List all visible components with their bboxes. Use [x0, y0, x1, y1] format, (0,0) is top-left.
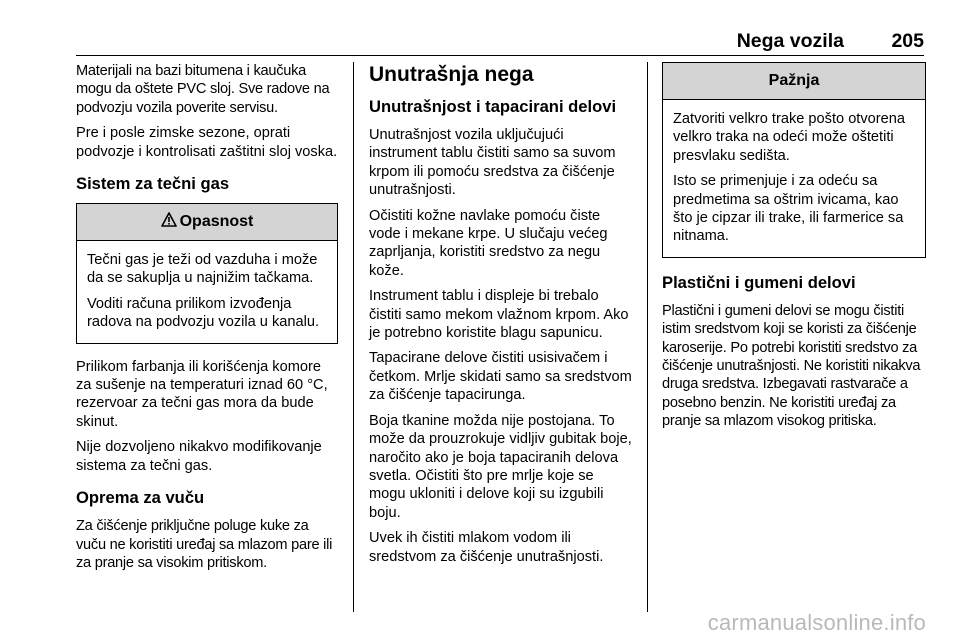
- interior-paragraph-4: Tapacirane delove čistiti usisivačem i četkom. Mrlje skidati samo sa sredstvom za čišćenje tapacirunga.: [369, 350, 632, 404]
- heading-interior-care: Unutrašnja nega: [369, 63, 534, 86]
- notice-box: [662, 62, 926, 258]
- column-divider-1: [353, 62, 354, 612]
- column-1: [76, 62, 338, 579]
- notice-box-body: [663, 100, 925, 257]
- danger-box-body: [77, 241, 337, 343]
- page-header: [76, 28, 924, 52]
- paragraph-plastic-rubber: Plastični i gumeni delovi se mogu čistiti istim sredstvom koji se koristi za čišćenje karoserije. Po potrebi koristiti sredstvo za čišćenje unutrašnjosti. Ne koristiti nikakva druga sredstva. Izbegavati rastvarače a posebno benzin. Ne koristiti uređaj za pranje sa mlazom visokog pritiska.: [662, 302, 921, 430]
- notice-paragraph-1: Zatvoriti velkro trake pošto otvorena velkro traka na odeći može oštetiti presvlaku sedišta.: [673, 111, 905, 164]
- danger-paragraph-2: Voditi računa prilikom izvođenja radova na podvozju vozila u kanalu.: [87, 295, 320, 331]
- interior-paragraph-2: Očistiti kožne navlake pomoću čiste vode i mekane krpe. U slučaju većeg zaprljanja, koristiti sredstvo za negu kože.: [369, 207, 608, 279]
- notice-box-title: Pažnja: [663, 63, 925, 100]
- page-title: Nega vozila: [736, 30, 844, 52]
- heading-towing-equipment: Oprema za vuču: [76, 488, 205, 508]
- column-divider-2: [647, 62, 648, 612]
- interior-paragraph-5: Boja tkanine možda nije postojana. To može da prouzrokuje vidljiv gubitak boje, naročito ako je boja tapaciranih delova svetla. Očistiti što pre mrlje koje se mogu ukloniti i delove koji su izgubili boju.: [369, 412, 632, 521]
- danger-paragraph-1: Tečni gas je teži od vazduha i može da se sakuplja u najnižim tačkama.: [87, 252, 318, 287]
- heading-lpg-system: Sistem za tečni gas: [76, 174, 230, 194]
- interior-paragraph-6: Uvek ih čistiti mlakom vodom ili sredstvom za čišćenje unutrašnjosti.: [369, 530, 604, 565]
- subheading-interior-upholstery: Unutrašnjost i tapacirani delovi: [369, 97, 617, 116]
- column-2: [369, 62, 633, 573]
- page-number: 205: [891, 30, 924, 52]
- interior-paragraph-3: Instrument tablu i displeje bi trebalo čistiti samo mekom vlažnom krpom. Ako je potrebno koristite blagu sapunicu.: [369, 288, 629, 342]
- danger-box: [76, 203, 338, 344]
- warning-triangle-icon: [161, 212, 177, 227]
- paragraph-modification: Nije dozvoljeno nikakvo modifikovanje sistema za tečni gas.: [76, 439, 322, 474]
- paragraph-bitumen: Materijali na bazi bitumena i kaučuka mogu da oštete PVC sloj. Sve radove na podvozju vozila poverite servisu.: [76, 63, 330, 116]
- interior-paragraph-1: Unutrašnjost vozila uključujući instrument tablu čistiti samo sa suvom krpom ili pomoću sredstva za čišćenje unutrašnjosti.: [369, 127, 616, 199]
- paragraph-winter: Pre i posle zimske sezone, oprati podvozje i kontrolisati zaštitni sloj voska.: [76, 125, 338, 160]
- header-rule: [76, 55, 924, 56]
- heading-plastic-rubber: Plastični i gumeni delovi: [662, 272, 856, 292]
- column-3: [662, 62, 926, 438]
- paragraph-painting: Prilikom farbanja ili korišćenja komore za sušenje na temperaturi iznad 60 °C, rezervoar za tečni gas mora da bude skinut.: [76, 358, 328, 430]
- notice-paragraph-2: Isto se primenjuje i za odeću sa predmetima sa oštrim ivicama, kao što je cipzar ili trake, ili farmerice sa nitnama.: [673, 173, 904, 245]
- paragraph-towbar: Za čišćenje priključne poluge kuke za vuču ne koristiti uređaj sa mlazom pare ili za pranje sa visokim pritiskom.: [76, 518, 333, 571]
- watermark: carmanualsonline.info: [707, 610, 926, 635]
- danger-title-text: Opasnost: [179, 213, 254, 231]
- danger-box-title: [77, 204, 337, 241]
